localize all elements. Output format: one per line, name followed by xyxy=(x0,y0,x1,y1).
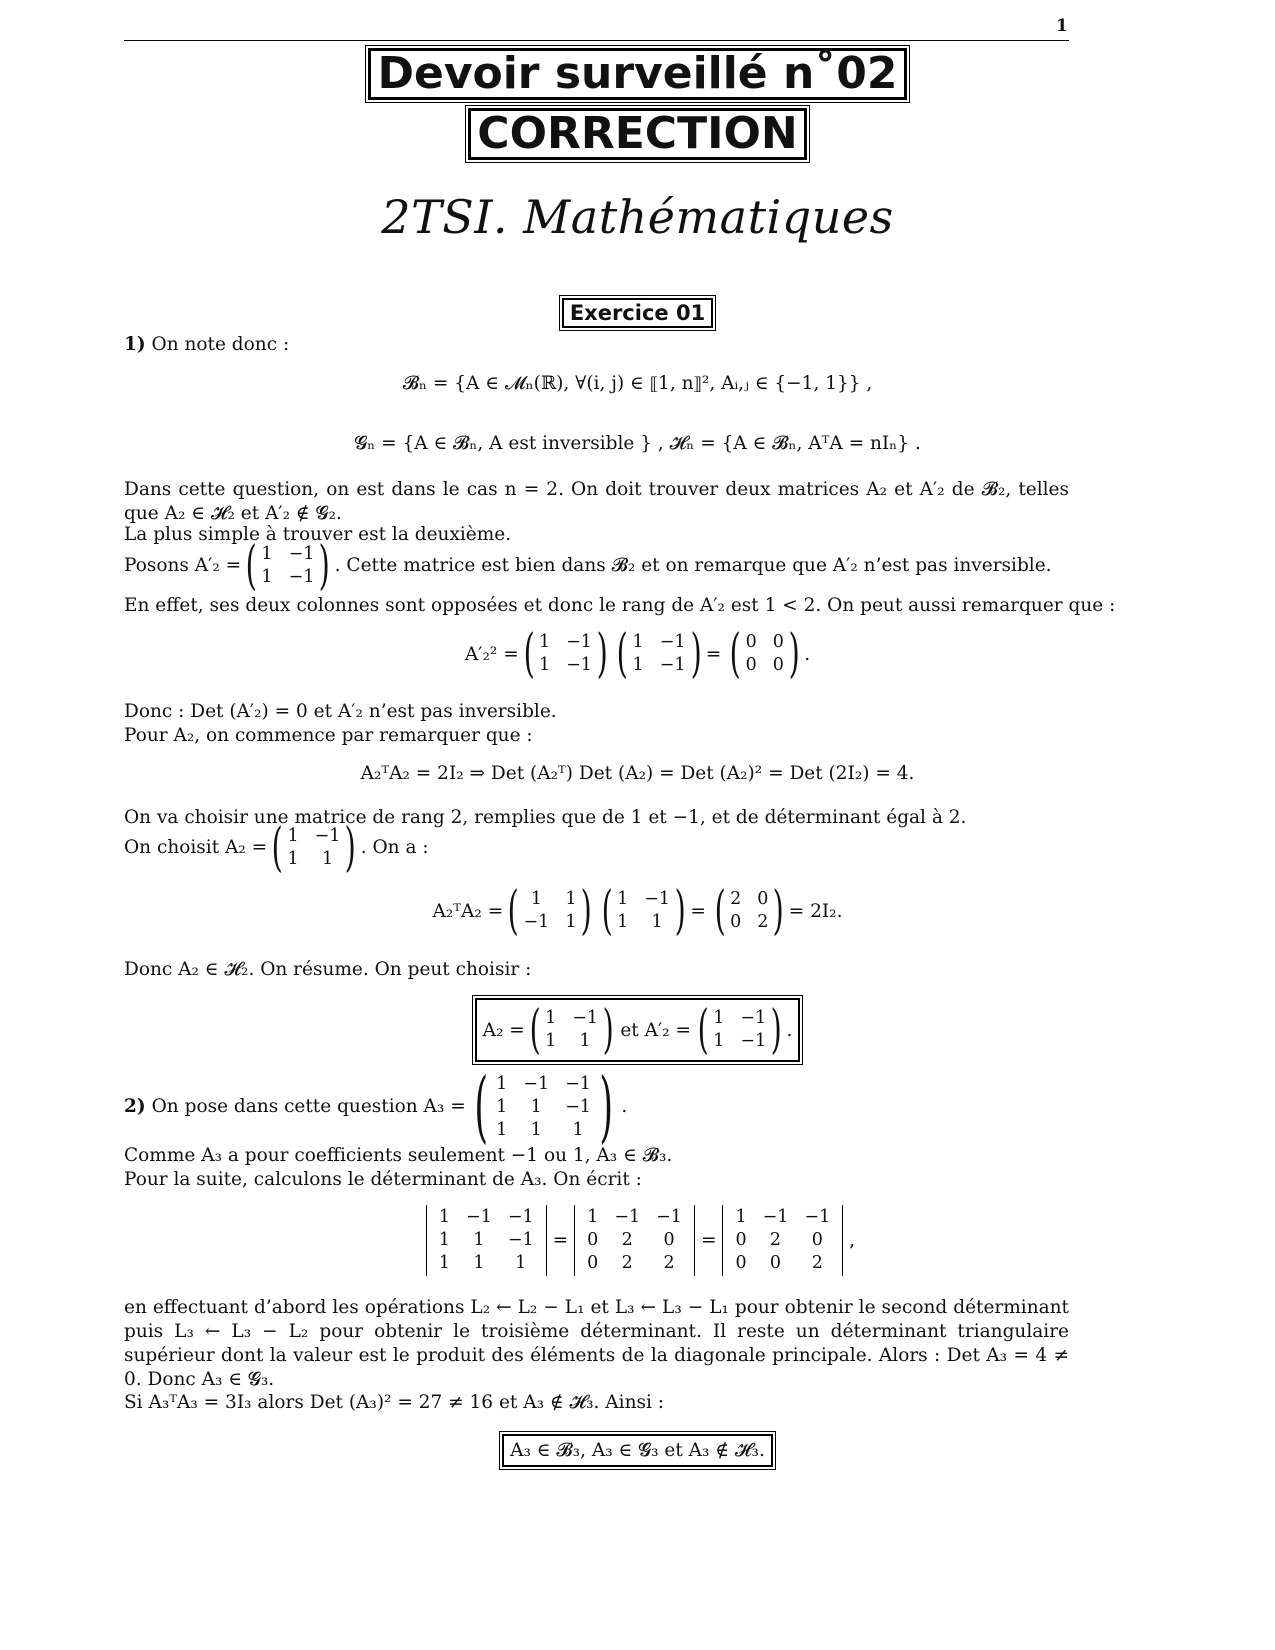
det-end: , xyxy=(849,1230,856,1251)
q1-choisit-line xyxy=(124,818,429,878)
matrix-entry: 1 xyxy=(632,655,644,675)
matrix-a2: ( 1 −1 1 1 ) xyxy=(271,818,357,878)
matrix-a2-prime: ( 1 −1 1 −1 ) xyxy=(245,536,331,596)
matrix-entry: 2 xyxy=(663,1253,675,1273)
matrix-entry: 1 xyxy=(735,1207,747,1227)
eq-product-lhs: A₂ᵀA₂ = xyxy=(432,900,504,922)
matrix-a2p xyxy=(713,1007,766,1053)
matrix-a2p xyxy=(539,631,592,677)
eq-product-eq: = xyxy=(690,900,706,922)
matrix-entry: 1 xyxy=(321,849,334,869)
matrix-entry: 1 xyxy=(287,826,299,846)
eq-square-eq: = xyxy=(705,643,722,665)
matrix-entry: −1 xyxy=(507,1230,534,1250)
matrix-entry: 1 xyxy=(713,1008,725,1028)
matrix-entry: −1 xyxy=(566,655,592,675)
matrix-entry: 0 xyxy=(772,655,784,675)
matrix-entry: −1 xyxy=(614,1207,641,1227)
matrix-entry: 1 xyxy=(496,1096,508,1117)
matrix-d2 xyxy=(574,1205,695,1276)
matrix-a2p xyxy=(261,543,314,589)
matrix-a2 xyxy=(545,1007,598,1053)
q2-pose-line xyxy=(124,1062,628,1152)
matrix-entry: 1 xyxy=(565,889,577,909)
box-a2-label: A₂ = xyxy=(482,1019,525,1041)
matrix-a2p xyxy=(633,631,686,677)
eq-determinant: A₂ᵀA₂ = 2I₂ ⇒ Det (A₂ᵀ) Det (A₂) = Det (A₂)² = Det (2I₂) = 4. xyxy=(360,763,915,784)
matrix-entry: −1 xyxy=(507,1207,534,1227)
matrix-entry: 1 xyxy=(530,1119,542,1140)
matrix-entry: 2 xyxy=(621,1230,633,1250)
matrix-entry: 2 xyxy=(769,1230,782,1250)
matrix-entry: 2 xyxy=(811,1253,823,1273)
matrix-entry: 0 xyxy=(811,1230,823,1250)
document-title: Devoir surveillé n˚02 xyxy=(368,48,906,100)
q2-para1: Comme A₃ a pour coefficients seulement −1 ou 1, A₃ ∈ 𝓑₃. xyxy=(124,1145,673,1166)
matrix-entry: 1 xyxy=(473,1230,485,1250)
box-end: . xyxy=(786,1019,793,1041)
matrix-entry: −1 xyxy=(523,1073,550,1094)
matrix-entry: 0 xyxy=(772,632,784,652)
q1-para6: On va choisir une matrice de rang 2, remplies que de 1 et −1, et de déterminant égal à 2. xyxy=(124,807,967,828)
def-B: 𝓑ₙ = {A ∈ 𝓜ₙ(ℝ), ∀(i, j) ∈ ⟦1, n⟧², Aᵢ,ⱼ ∈ {−1, 1}} , xyxy=(402,373,873,394)
eq-product-rhs: = 2I₂. xyxy=(788,900,843,922)
matrix-entry: 1 xyxy=(617,889,629,909)
q2-para2: Pour la suite, calculons le déterminant de A₃. On écrit : xyxy=(124,1169,642,1190)
q2-pose-pre: On pose dans cette question A₃ = xyxy=(151,1096,466,1117)
det-eq-2: = xyxy=(700,1230,717,1251)
det-eq-1: = xyxy=(552,1230,569,1251)
matrix-entry: −1 xyxy=(565,1073,591,1094)
matrix-entry: 0 xyxy=(587,1253,599,1273)
matrix-a2 xyxy=(617,888,670,934)
correction-box xyxy=(0,108,1275,160)
q2-pose-post: . xyxy=(621,1096,628,1117)
matrix-entry: 0 xyxy=(757,889,769,909)
determinant-chain xyxy=(0,1205,1275,1276)
q1-para7: Donc A₂ ∈ 𝓗₂. On résume. On peut choisir : xyxy=(124,959,532,980)
q2-para3: en effectuant d’abord les opérations L₂ ← L₂ − L₁ et L₃ ← L₃ − L₁ pour obtenir le second déterminant puis L₃ ← L₃ − L₂ pour obtenir le troisième déterminant. Il reste un déterminant triangulaire supérieur dont la valeur est le produit des éléments de la diagonale principale. Alors : Det A₃ = 4 ≠ 0. Donc A₃ ∈ 𝓖₃. xyxy=(124,1297,1069,1390)
matrix-entry: 1 xyxy=(496,1119,508,1140)
q2-para4: Si A₃ᵀA₃ = 3I₃ alors Det (A₃)² = 27 ≠ 16 et A₃ ∉ 𝓗₃. Ainsi : xyxy=(124,1392,665,1413)
matrix-entry: 1 xyxy=(530,889,542,909)
matrix-entry: 1 xyxy=(579,1031,591,1051)
matrix-zero xyxy=(746,631,784,677)
matrix-entry: −1 xyxy=(523,912,550,932)
matrix-entry: 1 xyxy=(530,1096,542,1117)
matrix-a3 xyxy=(426,1205,547,1276)
matrix-entry: −1 xyxy=(740,1031,767,1051)
matrix-two xyxy=(730,888,768,934)
title-box xyxy=(0,48,1275,100)
matrix-entry: 0 xyxy=(769,1253,782,1273)
matrix-entry: −1 xyxy=(566,632,592,652)
matrix-entry: 1 xyxy=(539,655,551,675)
exercise-heading-box xyxy=(0,298,1275,328)
matrix-a3: ( 1 −1 −1 1 1 −1 1 1 1 ) xyxy=(474,1062,613,1152)
q1-para3: En effet, ses deux colonnes sont opposées et donc le rang de A′₂ est 1 < 2. On peut aussi remarquer que : xyxy=(124,595,1116,616)
matrix-entry: 1 xyxy=(651,912,663,932)
matrix-entry: 0 xyxy=(587,1230,599,1250)
matrix-entry: 1 xyxy=(438,1230,451,1250)
matrix-entry: −1 xyxy=(314,826,341,846)
matrix-entry: 1 xyxy=(438,1207,451,1227)
matrix-d3 xyxy=(722,1205,843,1276)
q1-label: 1) xyxy=(124,334,146,355)
choisit-post: . On a : xyxy=(360,837,429,858)
page-number: 1 xyxy=(1056,16,1068,36)
matrix-entry: −1 xyxy=(804,1207,831,1227)
matrix-entry: −1 xyxy=(565,1096,591,1117)
q1-intro xyxy=(124,333,289,357)
matrix-entry: 1 xyxy=(496,1073,508,1094)
matrix-entry: 1 xyxy=(587,1207,599,1227)
matrix-entry: 1 xyxy=(632,632,644,652)
box-et-label: et A′₂ = xyxy=(620,1019,691,1041)
matrix-entry: 1 xyxy=(539,632,551,652)
q2-final-box xyxy=(0,1434,1275,1467)
matrix-entry: −1 xyxy=(644,889,671,909)
eq-product: A₂ᵀA₂ = ( 1 1 −1 1 ) ( 1 −1 1 1 ) = ( 2 0 0 2 ) = 2I₂. xyxy=(432,881,843,941)
matrix-entry: 1 xyxy=(617,912,629,932)
eq-square: A′₂² = ( 1 −1 1 −1 ) ( 1 −1 1 −1 ) = ( 0 0 0 0 ) . xyxy=(464,624,811,684)
matrix-entry: −1 xyxy=(288,567,315,587)
posons-pre: Posons A′₂ = xyxy=(124,555,242,576)
matrix-entry: 0 xyxy=(745,655,757,675)
matrix-a3 xyxy=(496,1073,591,1142)
matrix-entry: 1 xyxy=(287,849,299,869)
matrix-entry: 1 xyxy=(545,1008,557,1028)
matrix-entry: 1 xyxy=(565,912,577,932)
matrix-entry: 1 xyxy=(515,1253,527,1273)
subtitle: 2TSI. Mathématiques xyxy=(381,190,894,244)
matrix-entry: 1 xyxy=(261,544,273,564)
q1-summary-box: A₂ = ( 1 −1 1 1 ) et A′₂ = ( 1 −1 1 −1 ) . xyxy=(0,998,1275,1062)
q1-para2: La plus simple à trouver est la deuxième. xyxy=(124,524,512,545)
q1-intro-text: On note donc : xyxy=(151,334,290,355)
matrix-entry: 1 xyxy=(473,1253,485,1273)
matrix-entry: 1 xyxy=(713,1031,725,1051)
matrix-a2 xyxy=(287,825,340,871)
matrix-entry: 2 xyxy=(621,1253,633,1273)
q2-final-text: A₃ ∈ 𝓑₃, A₃ ∈ 𝓖₃ et A₃ ∉ 𝓗₃. xyxy=(502,1434,773,1467)
matrix-entry: 1 xyxy=(261,567,273,587)
matrix-entry: −1 xyxy=(659,632,686,652)
matrix-entry: 1 xyxy=(545,1031,557,1051)
choisit-pre: On choisit A₂ = xyxy=(124,837,268,858)
matrix-entry: −1 xyxy=(288,544,315,564)
matrix-entry: 0 xyxy=(735,1253,747,1273)
matrix-entry: 1 xyxy=(572,1119,584,1140)
matrix-entry: 0 xyxy=(745,632,757,652)
matrix-entry: 0 xyxy=(663,1230,675,1250)
matrix-entry: 0 xyxy=(730,912,742,932)
q2-label: 2) xyxy=(124,1096,146,1117)
q1-para5: Pour A₂, on commence par remarquer que : xyxy=(124,725,533,746)
matrix-entry: −1 xyxy=(659,655,686,675)
matrix-entry: −1 xyxy=(572,1008,599,1028)
matrix-entry: 2 xyxy=(757,912,769,932)
q1-posons-line xyxy=(124,536,1069,596)
posons-post: . Cette matrice est bien dans 𝓑₂ et on remarque que A′₂ n’est pas inversible. xyxy=(334,555,1052,576)
matrix-entry: 2 xyxy=(730,889,742,909)
matrix-entry: 0 xyxy=(735,1230,747,1250)
def-G-H: 𝓖ₙ = {A ∈ 𝓑ₙ, A est inversible } , 𝓗ₙ = {A ∈ 𝓑ₙ, AᵀA = nIₙ} . xyxy=(354,433,921,454)
matrix-entry: −1 xyxy=(466,1207,492,1227)
eq-square-lhs: A′₂² = xyxy=(464,643,519,665)
matrix-entry: 1 xyxy=(438,1253,451,1273)
q1-para4: Donc : Det (A′₂) = 0 et A′₂ n’est pas inversible. xyxy=(124,701,557,722)
correction-label: CORRECTION xyxy=(468,108,806,160)
matrix-a2t xyxy=(524,888,577,934)
exercise-heading: Exercice 01 xyxy=(562,298,713,328)
matrix-entry: −1 xyxy=(740,1008,767,1028)
matrix-entry: −1 xyxy=(656,1207,682,1227)
header-rule xyxy=(124,40,1069,41)
q1-para1: Dans cette question, on est dans le cas n = 2. On doit trouver deux matrices A₂ et A′₂ de 𝓑₂, telles que A₂ ∈ 𝓗₂ et A′₂ ∉ 𝓖₂. xyxy=(124,479,1069,524)
matrix-entry: −1 xyxy=(762,1207,789,1227)
